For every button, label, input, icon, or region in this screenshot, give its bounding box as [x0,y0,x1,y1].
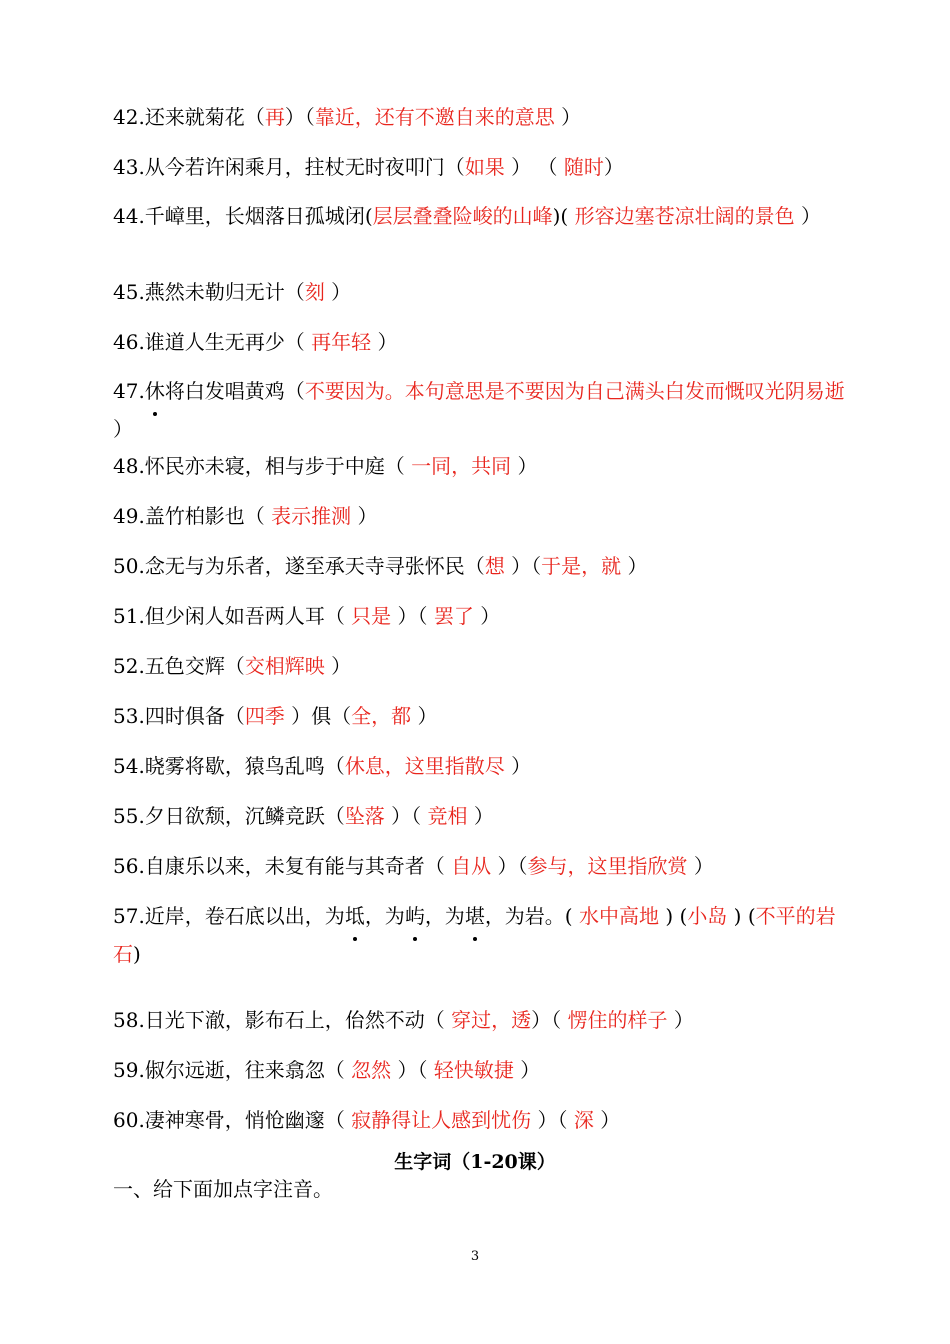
dotted-char: 俱 [184,704,205,728]
answer-text: 随时 [563,155,604,179]
question-text: 57.近岸，卷石底以出，为 [113,904,345,928]
answer-text: 罢了 [433,604,474,628]
question-text: ） [593,1108,621,1132]
dotted-char: 与 [344,854,365,878]
question-text: 归无计（ [224,280,305,304]
dotted-char: 相 [264,454,285,478]
question-text: ）（ [391,604,434,628]
entry-45 [113,278,850,306]
question-text: 51. [113,604,145,628]
answer-text: 刻 [304,280,325,304]
dotted-char: 耳 [304,604,325,628]
entry-56 [113,852,850,880]
answer-text: 穿过，透 [451,1008,532,1032]
dotted-char: 念 [144,554,165,578]
entry-57 [113,897,850,973]
question-text: 竹柏影也（ [164,504,272,528]
dotted-char: 竞 [284,804,305,828]
answer-text: 休息，这里指散尽 [344,754,505,778]
entry-50 [113,552,850,580]
entry-58 [113,1006,850,1034]
question-text: ）（ [391,1058,434,1082]
dotted-char: 烟 [245,197,265,235]
dotted-char: 交 [184,654,205,678]
entry-60 [113,1106,850,1134]
question-text: ，影布石上， [224,1008,345,1032]
question-text: ）（ [531,1108,574,1132]
entry-52 [113,652,850,680]
question-text: 无与为乐者， [164,554,285,578]
page-number: 3 [470,1249,480,1264]
dotted-char: 但 [144,604,165,628]
entry-55 [113,802,850,830]
answer-text: 靠近，还有不邀自来的意思 [314,105,555,129]
answer-text: 不要因为。本句意思是不要因为自己满头白发而慨叹光阴易逝 [304,379,845,403]
answer-text: 交相辉映 [244,654,325,678]
question-text: 59. [113,1058,145,1082]
question-text: 54.晓雾将 [113,754,205,778]
question-text: 47. [113,379,145,403]
question-text: ） （ [504,155,564,179]
question-text: ） [473,604,501,628]
question-text: ）（ [284,105,315,129]
dotted-char: 休 [145,372,165,410]
question-text: 58.日光下 [113,1008,205,1032]
question-text: )( [552,204,575,228]
answer-text: 想 [484,554,505,578]
question-text: ） [324,280,352,304]
question-text: ） [511,454,538,478]
entry-49 [113,502,850,530]
answer-text: 再 [264,105,285,129]
entry-54 [113,752,850,780]
question-text: 跃（ [304,804,345,828]
question-text: ) ( [658,904,688,928]
question-text: 55.夕日欲 [113,804,205,828]
question-text: 然不动（ [364,1008,452,1032]
question-text: ，为 [364,904,405,928]
dotted-char: 澈 [204,1008,225,1032]
question-text: ）（ [504,554,542,578]
question-text: ） [371,330,398,354]
exercise-title: 一、给下面加点字注音。 [113,1177,333,1201]
answer-text: 层层叠叠险峻的山峰 [372,204,553,228]
dotted-char: 坻 [345,897,365,935]
question-text: ） [324,654,352,678]
dotted-char: 四 [144,704,165,728]
question-text: ，为岩。( [484,904,579,928]
question-text: 将白发唱黄鸡（ [164,379,305,403]
entry-43 [113,153,850,181]
question-text: 备（ [204,704,245,728]
answer-text: 再年轻 [311,330,372,354]
question-text: 56. [113,854,145,878]
dotted-char: 若 [184,155,205,179]
question-text: ） [351,504,378,528]
question-text: ） [411,704,438,728]
question-text: ）（ [384,804,428,828]
answer-text: 全，都 [351,704,412,728]
question-text: 时夜叩门（ [364,155,465,179]
section-heading: 生字词（1-20课） [394,1151,556,1173]
dotted-char: 勒 [204,280,225,304]
question-text: ）俱（ [284,704,352,728]
question-text: 42. [113,105,145,129]
question-text: 46.谁道人生无 [113,330,245,354]
question-text: ） [513,1058,541,1082]
entry-59 [113,1056,850,1084]
answer-text: 形容边塞苍凉壮阔的景色 [574,204,795,228]
answer-text: 于是，就 [541,554,622,578]
answer-text: 四季 [244,704,285,728]
question-text: ）（ [491,854,528,878]
dotted-char: 翕 [284,1058,305,1082]
dotted-char: 嶂 [165,197,185,235]
dotted-char: 盖 [144,504,165,528]
answer-text: 愣住的样子 [567,1008,668,1032]
question-text: 许闲乘月，拄杖 [204,155,345,179]
question-text: 怆幽 [264,1108,305,1132]
question-text: 48.怀民亦未寝， [113,454,265,478]
question-text: 52.五色 [113,654,185,678]
dotted-char: 悄 [244,1108,265,1132]
dotted-char: 颓 [204,804,225,828]
question-text: 康乐以来，未复有能 [164,854,345,878]
answer-text: 小岛 [687,904,728,928]
question-text: 与步于中庭（ [284,454,412,478]
question-text: 至承天寺寻张怀民（ [304,554,485,578]
question-text: 里，长 [184,204,245,228]
question-text: ） [113,417,133,441]
question-text: 时 [164,704,185,728]
question-text: ） [603,155,624,179]
question-text: 45.燕然未 [113,280,205,304]
question-text: ） [687,854,714,878]
question-text: ） [554,105,582,129]
question-text: 辉（ [204,654,245,678]
entry-42 [113,103,850,131]
dotted-char: 俶 [144,1058,165,1082]
answer-text: 轻快敏捷 [433,1058,514,1082]
answer-text: 寂静得让人感到忧伤 [351,1108,532,1132]
entry-47 [113,372,850,448]
dotted-char: 还 [144,105,165,129]
dotted-char: 遂 [284,554,305,578]
entry-53 [113,702,850,730]
question-text: ） [667,1008,694,1032]
question-text: 43.从今 [113,155,185,179]
dotted-char: 无 [344,155,365,179]
question-text: ，沉鳞 [224,804,285,828]
answer-text: 表示推测 [271,504,352,528]
question-text: ( [364,204,373,228]
answer-text: 坠落 [344,804,385,828]
question-text: ，为 [424,904,465,928]
question-text: 忽（ [304,1058,352,1082]
question-text: 落日孤城 [264,204,345,228]
answer-text: 忽然 [351,1058,392,1082]
question-text: ） [504,754,532,778]
entry-51 [113,602,850,630]
dotted-char: 自 [144,854,165,878]
question-text: ) ( [727,904,756,928]
question-text: 50. [113,554,145,578]
question-text: 44.千 [113,204,165,228]
question-text: ）（ [531,1008,568,1032]
question-text: ） [467,804,494,828]
question-text: （ [324,1108,352,1132]
question-text: 49. [113,504,145,528]
question-text: 60.凄神寒骨， [113,1108,245,1132]
question-text: 来就菊花（ [164,105,265,129]
question-text: ） [794,204,821,228]
answer-text: 自从 [451,854,492,878]
question-text: 53. [113,704,145,728]
answer-text: 竞相 [427,804,468,828]
dotted-char: 堪 [465,897,485,935]
dotted-char: 佁 [344,1008,365,1032]
answer-text: 如果 [464,155,505,179]
answer-text: 水中高地 [578,904,659,928]
question-text: （ [324,604,352,628]
answer-text: 深 [573,1108,594,1132]
question-text: 少（ [264,330,312,354]
dotted-char: 邃 [304,1108,325,1132]
dotted-char: 歇 [204,754,225,778]
question-text: 少闲人如吾两人 [164,604,305,628]
question-text: ） [621,554,648,578]
question-text: ) [133,942,141,966]
answer-text: 参与，这里指欣赏 [527,854,688,878]
question-text: 尔远逝，往来 [164,1058,285,1082]
entry-46 [113,328,850,356]
entry-48 [113,452,850,480]
answer-text: 不平的岩石 [113,904,836,966]
question-text: 其奇者（ [364,854,452,878]
dotted-char: 再 [244,330,265,354]
question-text: ，猿鸟乱鸣（ [224,754,345,778]
answer-text: 只是 [351,604,392,628]
entry-44 [113,197,850,235]
answer-text: 一同，共同 [411,454,512,478]
dotted-char: 闭 [345,197,365,235]
dotted-char: 屿 [405,897,425,935]
